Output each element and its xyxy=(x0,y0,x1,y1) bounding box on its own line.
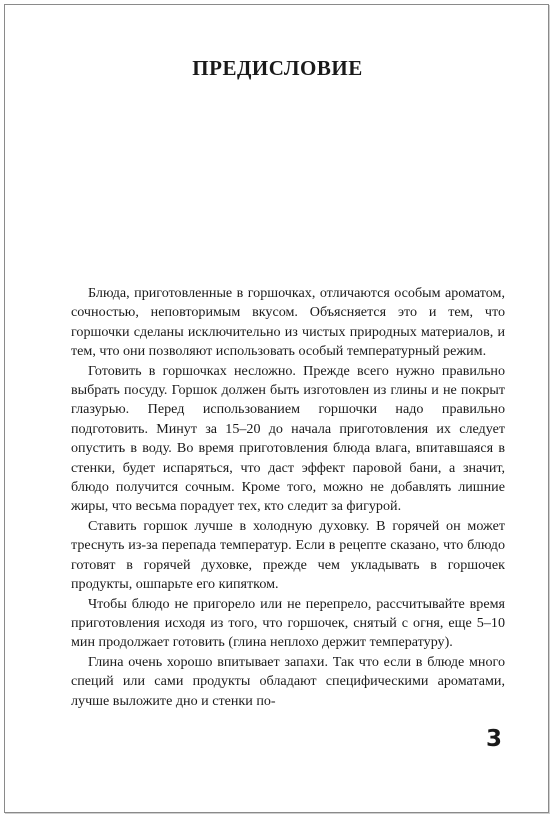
paragraph: Блюда, приготовленные в горшочках, отличаются особым ароматом, сочностью, неповторимым вкусом. Объясняется это и тем, что горшочки сделаны исключительно из чистых природных материалов, и тем, что они позволяют использовать особый температурный режим. xyxy=(71,285,505,360)
paragraph: Чтобы блюдо не пригорело или не перепрело, рассчитывайте время приготовления исходя из того, что горшочек, снятый с огня, еще 5–10 мин продолжает готовить (глина неплохо держит температуру). xyxy=(71,595,505,651)
paragraph: Глина очень хорошо впитывает запахи. Так что если в блюде много специй или сами продукты обладают специфическими ароматами, лучше выложите дно и стенки по- xyxy=(71,653,505,709)
page-number: 3 xyxy=(486,726,503,752)
paragraph: Готовить в горшочках несложно. Прежде всего нужно правильно выбрать посуду. Горшок должен быть изготовлен из глины и не покрыт глазурью. Перед использованием горшочки надо правильно подготовить. Минут за 15–20 до начала приготовления их следует опустить в воду. Во время приготовления блюда влага, впитавшаяся в стенки, будет испаряться, что даст эффект паровой бани, а значит, блюдо получится сочным. Кроме того, можно не добавлять лишние жиры, что весьма порадует тех, кто следит за фигурой. xyxy=(71,362,505,515)
page-title: ПРЕДИСЛОВИЕ xyxy=(192,56,363,80)
body-text xyxy=(71,284,505,711)
paragraph: Ставить горшок лучше в холодную духовку. В горячей он может треснуть из-за перепада температур. Если в рецепте сказано, что блюдо готовят в горячей духовке, прежде чем укладывать в горшочек продукты, ошпарьте его кипятком. xyxy=(71,517,505,593)
